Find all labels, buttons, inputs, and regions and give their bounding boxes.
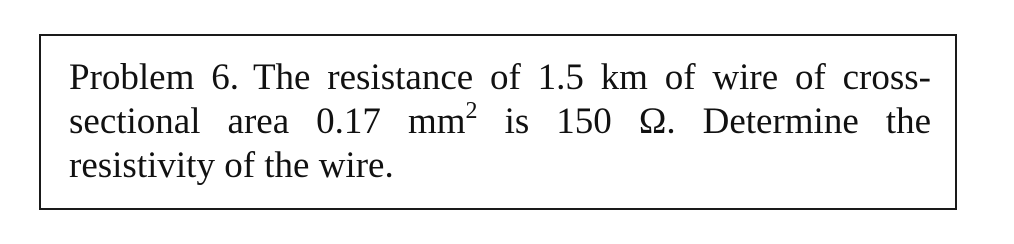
problem-box — [39, 34, 957, 210]
area-unit-superscript: 2 — [465, 98, 478, 124]
problem-statement — [69, 56, 931, 188]
problem-text-part2: is 150 Ω. Determine the resistivity of the wire. — [69, 101, 932, 186]
problem-text-part1: The resistance of 1.5 km of wire of cross-sectional area 0.17 mm — [69, 57, 931, 142]
problem-label: Problem 6. — [69, 57, 239, 98]
